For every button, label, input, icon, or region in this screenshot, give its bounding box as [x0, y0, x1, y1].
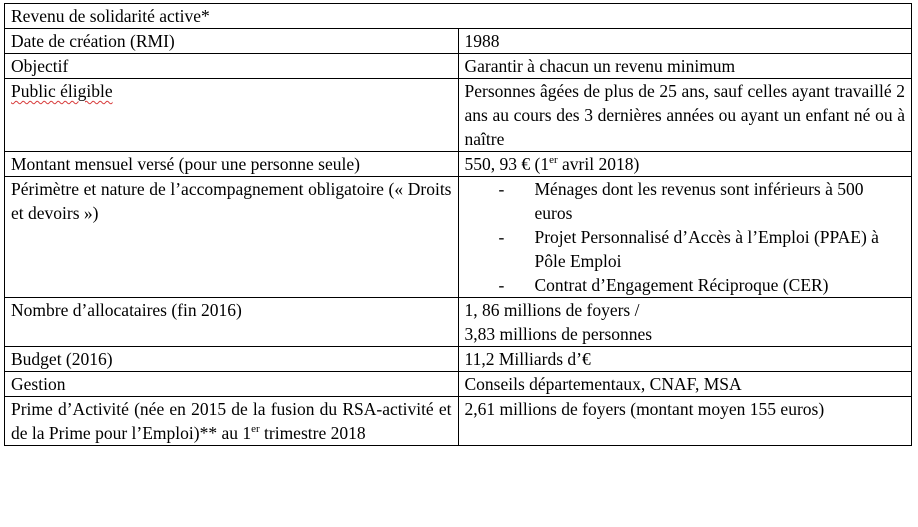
table-row [5, 347, 912, 372]
value-cell [458, 177, 912, 298]
label-cell [5, 177, 459, 298]
allocataires-value-2: 3,83 millions de personnes [464, 324, 653, 344]
value-cell [458, 347, 912, 372]
objectif-label: Objectif [11, 56, 69, 76]
dash-bullet: - [498, 227, 505, 247]
table-row [5, 29, 912, 54]
budget-label: Budget (2016) [11, 349, 113, 369]
gestion-label: Gestion [11, 374, 66, 394]
label-cell [5, 54, 459, 79]
table-row [5, 54, 912, 79]
table-row [5, 79, 912, 152]
creation-label: Date de création (RMI) [11, 31, 175, 51]
label-cell [5, 29, 459, 54]
label-cell [5, 347, 459, 372]
rsa-document [4, 3, 912, 446]
table-row [5, 177, 912, 298]
label-cell [5, 372, 459, 397]
label-cell [5, 79, 459, 152]
prime-label-end: trimestre 2018 [259, 423, 366, 443]
table-row [5, 397, 912, 446]
list-item [465, 225, 906, 273]
montant-value: 550, 93 € (1 [464, 154, 550, 174]
list-item-text: Contrat d’Engagement Réciproque (CER) [534, 275, 829, 295]
perimetre-label: Périmètre et nature de l’accompagnement obligatoire (« Droits et devoirs ») [11, 179, 452, 223]
allocataires-value-1: 1, 86 millions de foyers / [464, 300, 640, 320]
rsa-table [4, 3, 912, 446]
dash-bullet: - [498, 179, 505, 199]
gestion-value: Conseils départementaux, CNAF, MSA [464, 374, 742, 394]
label-cell [5, 397, 459, 446]
budget-value: 11,2 Milliards d’€ [464, 349, 591, 369]
table-row [5, 298, 912, 347]
allocataires-label: Nombre d’allocataires (fin 2016) [11, 300, 242, 320]
value-cell [458, 152, 912, 177]
list-item-text: Projet Personnalisé d’Accès à l’Emploi (PPAE) à Pôle Emploi [534, 227, 879, 271]
table-row [5, 4, 912, 29]
prime-value: 2,61 millions de foyers (montant moyen 155 euros) [464, 399, 825, 419]
public-value: Personnes âgées de plus de 25 ans, sauf celles ayant travaillé 2 ans au cours des 3 dernières années ou ayant un enfant né ou à naître [464, 81, 905, 149]
value-cell [458, 29, 912, 54]
public-label: Public éligible [11, 81, 113, 101]
label-cell [5, 152, 459, 177]
dash-bullet: - [498, 275, 505, 295]
perimetre-list [465, 177, 906, 297]
value-cell [458, 79, 912, 152]
value-cell [458, 298, 912, 347]
list-item-text: Ménages dont les revenus sont inférieurs à 500 euros [534, 179, 864, 223]
list-item [465, 273, 906, 297]
objectif-value: Garantir à chacun un revenu minimum [464, 56, 736, 76]
value-cell [458, 372, 912, 397]
montant-sup: er [549, 154, 558, 167]
prime-label: Prime d’Activité (née en 2015 de la fusion du RSA-activité et de la Prime pour l’Emploi)** au 1 [11, 399, 452, 443]
table-title [5, 4, 912, 29]
montant-label: Montant mensuel versé (pour une personne seule) [11, 154, 360, 174]
table-row [5, 372, 912, 397]
montant-suffix: avril 2018) [557, 154, 640, 174]
value-cell [458, 397, 912, 446]
value-cell [458, 54, 912, 79]
table-row [5, 152, 912, 177]
title-text: Revenu de solidarité active* [11, 6, 210, 26]
prime-sup: er [251, 423, 260, 436]
list-item [465, 177, 906, 225]
creation-value: 1988 [464, 31, 500, 51]
label-cell [5, 298, 459, 347]
